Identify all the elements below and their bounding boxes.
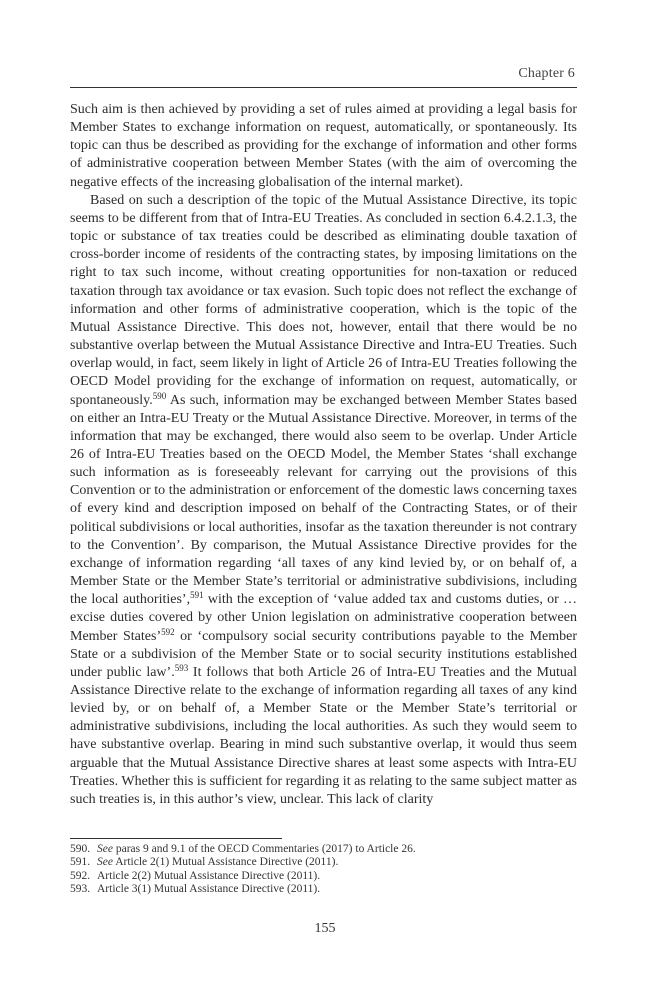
footnotes: [70, 843, 577, 897]
footnote-text: [97, 870, 320, 883]
footnote-ref: 592: [161, 626, 175, 637]
footnote-text: [97, 883, 320, 896]
footnote-ref: 591: [190, 590, 204, 601]
running-header: [70, 66, 577, 88]
paragraph: [70, 101, 577, 192]
text-run: It follows that both Article 26 of Intra-EU Treaties and the Mutual Assistance Directive relate to the exchange of information regarding all taxes of any kind levied by, or on behalf of, a Member State or the Member State’s territorial or administrative subdivisions, including the local authorities. As such they would seem to have substantive overlap. Bearing in mind such substantive overlap, it would thus seem arguable that the Mutual Assistance Directive shares at least some aspects with Intra-EU Treaties. Whether this is sufficient for regarding it as relating to the same subject matter as such treaties is, in this author’s view, unclear. This lack of clarity: [70, 664, 577, 807]
footnote-number: 593.: [70, 883, 91, 896]
text-run: Article 3(1) Mutual Assistance Directive (2011).: [97, 883, 321, 896]
footnote: [70, 856, 577, 869]
emphasis-text: See: [97, 856, 113, 869]
chapter-label: Chapter 6: [518, 66, 575, 81]
page-number: 155: [314, 921, 336, 936]
paragraph: [70, 192, 577, 809]
footnote-divider: [70, 838, 282, 839]
text-run: Based on such a description of the topic of the Mutual Assistance Directive, its topic seems to be different from that of Intra-EU Treaties. As concluded in section 6.4.2.1.3, the topic or substance of tax treaties could be described as eliminating double taxation of cross-border income of residents of the contracting states, by imposing limitations on the right to tax such income, without creating opportunities for non-taxation or reduced taxation through tax avoidance or tax evasion. Such topic does not reflect the exchange of information and other forms of administrative cooperation, which is the topic of the Mutual Assistance Directive. This does not, however, entail that there would be no substantive overlap between the Mutual Assistance Directive and Intra-EU Treaties. Such overlap would, in fact, seem likely in light of Article 26 of Intra-EU Treaties following the OECD Model providing for the exchange of information on request, automatically, or spontaneously.: [70, 192, 577, 408]
text-run: with the exception of ‘value added tax and customs duties, or … excise duties covered by other Union legislation on administrative cooperation between Member States’: [70, 592, 577, 644]
emphasis-text: See: [97, 843, 113, 855]
footnote-number: 590.: [70, 843, 91, 855]
footnote-number: 592.: [70, 869, 91, 882]
text-run: As such, information may be exchanged between Member States based on either an Intra-EU Treaty or the Mutual Assistance Directive. Moreover, in terms of the information that may be exchanged, there would also seem to be overlap. Under Article 26 of Intra-EU Treaties based on the OECD Model, the Member States ‘shall exchange such information as is foreseeably relevant for carrying out the provisions of this Convention or to the administration or enforcement of the domestic laws concerning taxes of every kind and description imposed on behalf of the Contracting States, or of their political subdivisions or local authorities, insofar as the taxation thereunder is not contrary to the Convention’. By comparison, the Mutual Assistance Directive provides for the exchange of information regarding ‘all taxes of any kind levied by, or on behalf of, a Member State or the Member State’s territorial or administrative subdivisions, including the local authorities’,: [70, 392, 577, 608]
text-run: Article 2(1) Mutual Assistance Directive (2011).: [112, 856, 339, 869]
footnote-text: [97, 856, 338, 869]
text-run: paras 9 and 9.1 of the OECD Commentaries (2017) to Article 26.: [112, 843, 416, 855]
footnote: [70, 883, 577, 896]
text-run: or ‘compulsory social security contributions payable to the Member State or a subdivision of the Member State or to social security institutions established under public law’.: [70, 628, 577, 680]
footnote-ref: 590: [152, 390, 167, 401]
text-run: Article 2(2) Mutual Assistance Directive (2011).: [97, 869, 321, 882]
footnote-number: 591.: [70, 856, 91, 869]
footnote-text: [97, 843, 416, 856]
body-text: [70, 101, 577, 809]
text-run: Such aim is then achieved by providing a set of rules aimed at providing a legal basis for Member States to exchange information on request, automatically, or spontaneously. Its topic can thus be described as providing for the exchange of information and other forms of administrative cooperation between Member States (with the aim of overcoming the negative effects of the increasing globalisation of the internal market).: [70, 102, 577, 190]
footnote: [70, 870, 577, 883]
footnote: [70, 843, 577, 856]
footnote-ref: 593: [174, 662, 189, 673]
